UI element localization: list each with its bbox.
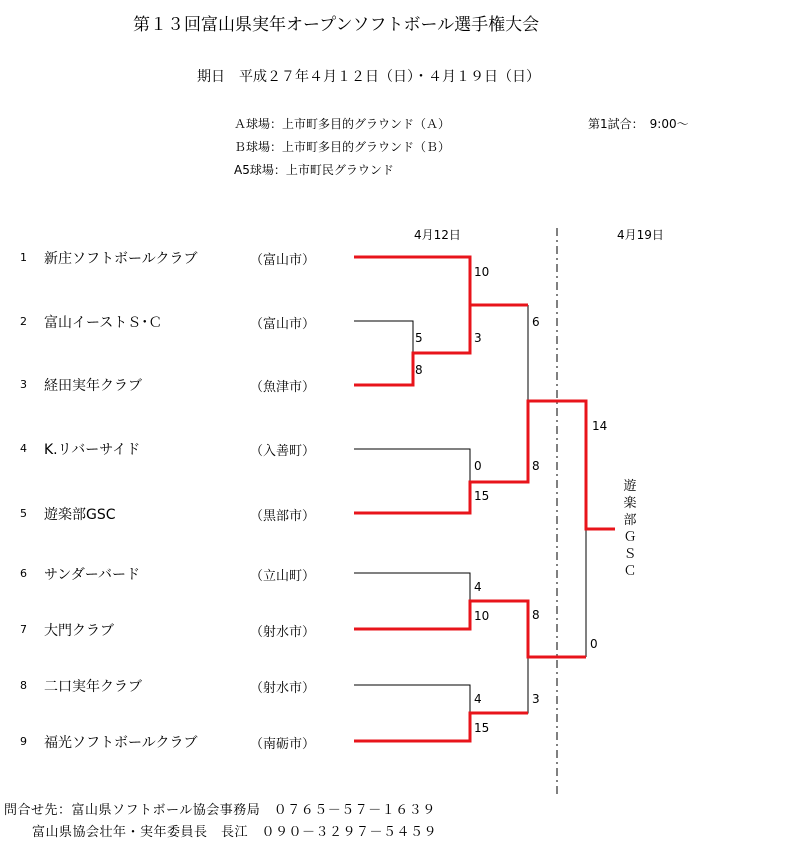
score-qf-team6: 4 [474, 580, 482, 594]
team-city: （魚津市） [250, 380, 316, 395]
team-number: 1 [20, 251, 27, 264]
team-name: 新庄ソフトボールクラブ [44, 251, 198, 267]
champion-char: Ｇ [623, 530, 637, 545]
venue-a5: A5球場：上市町民グラウンド [234, 163, 394, 177]
winner-path [354, 257, 528, 305]
team-number: 9 [20, 735, 27, 748]
score-sf-top-lower: 8 [532, 459, 540, 473]
bracket-line [354, 573, 470, 601]
score-sf-bottom-lower: 3 [532, 692, 540, 706]
bracket-line [354, 685, 470, 713]
team-city: （立山町） [250, 569, 316, 584]
team-name: 二口実年クラブ [44, 679, 142, 695]
team-city: （入善町） [250, 444, 316, 459]
score-qf-team9: 15 [474, 721, 490, 735]
winner-path [354, 713, 528, 741]
event-dates: 期日 平成２７年４月１２日（日）・４月１９日（日） [197, 69, 540, 85]
contact-line-2: 富山県協会壮年・実年委員長 長江 ０９０－３２９７－５４５９ [32, 825, 438, 840]
score-qf1-team1: 10 [474, 265, 490, 279]
champion-char: 楽 [623, 496, 637, 511]
team-number: 2 [20, 315, 27, 328]
score-sf-bottom-upper: 8 [532, 608, 540, 622]
team-number: 3 [20, 378, 27, 391]
round-label-day2: 4月19日 [617, 228, 664, 242]
team-number: 6 [20, 567, 27, 580]
team-number: 8 [20, 679, 27, 692]
winner-path [354, 401, 615, 529]
round-label-day1: 4月12日 [414, 228, 461, 242]
team-number: 4 [20, 442, 27, 455]
first-game-time: 第1試合： 9:00～ [588, 117, 689, 131]
score-qf-team5: 15 [474, 489, 490, 503]
bracket-line [354, 321, 413, 353]
team-name: サンダーバード [44, 567, 141, 583]
champion-char: Ｓ [623, 547, 637, 562]
score-r1-team3: 8 [415, 363, 423, 377]
score-qf-team7: 10 [474, 609, 490, 623]
page-title: 第１３回富山県実年オープンソフトボール選手権大会 [133, 15, 540, 35]
team-city: （富山市） [250, 253, 316, 268]
score-sf-top-upper: 6 [532, 315, 540, 329]
score-final-upper: 14 [592, 419, 608, 433]
score-qf1-r1winner: 3 [474, 331, 482, 345]
score-qf-team8: 4 [474, 692, 482, 706]
team-name: K.リバーサイド [44, 442, 141, 458]
team-number: 7 [20, 623, 27, 636]
champion-char: 部 [623, 513, 637, 528]
team-city: （南砺市） [250, 737, 316, 752]
champion-name [622, 478, 638, 580]
score-final-lower: 0 [590, 637, 598, 651]
team-city: （富山市） [250, 317, 316, 332]
team-name: 遊楽部GSC [44, 507, 116, 523]
team-city: （射水市） [250, 625, 316, 640]
venue-a: Ａ球場：上市町多目的グラウンド（Ａ） [234, 117, 451, 131]
champion-char: Ｃ [623, 564, 637, 579]
score-qf-team4: 0 [474, 459, 482, 473]
team-name: 経田実年クラブ [44, 378, 142, 394]
bracket-line [354, 449, 470, 482]
venue-b: Ｂ球場：上市町多目的グラウンド（Ｂ） [234, 140, 451, 154]
team-city: （射水市） [250, 681, 316, 696]
team-name: 福光ソフトボールクラブ [44, 735, 198, 751]
winner-path [354, 601, 586, 657]
contact-line-1: 問合せ先：富山県ソフトボール協会事務局 ０７６５－５７－１６３９ [4, 803, 436, 818]
team-number: 5 [20, 507, 27, 520]
score-r1-team2: 5 [415, 331, 423, 345]
team-name: 富山イーストＳ･Ｃ [44, 315, 163, 331]
champion-char: 遊 [623, 479, 637, 494]
team-name: 大門クラブ [44, 623, 114, 639]
winner-path [354, 305, 470, 385]
team-city: （黒部市） [250, 509, 316, 524]
